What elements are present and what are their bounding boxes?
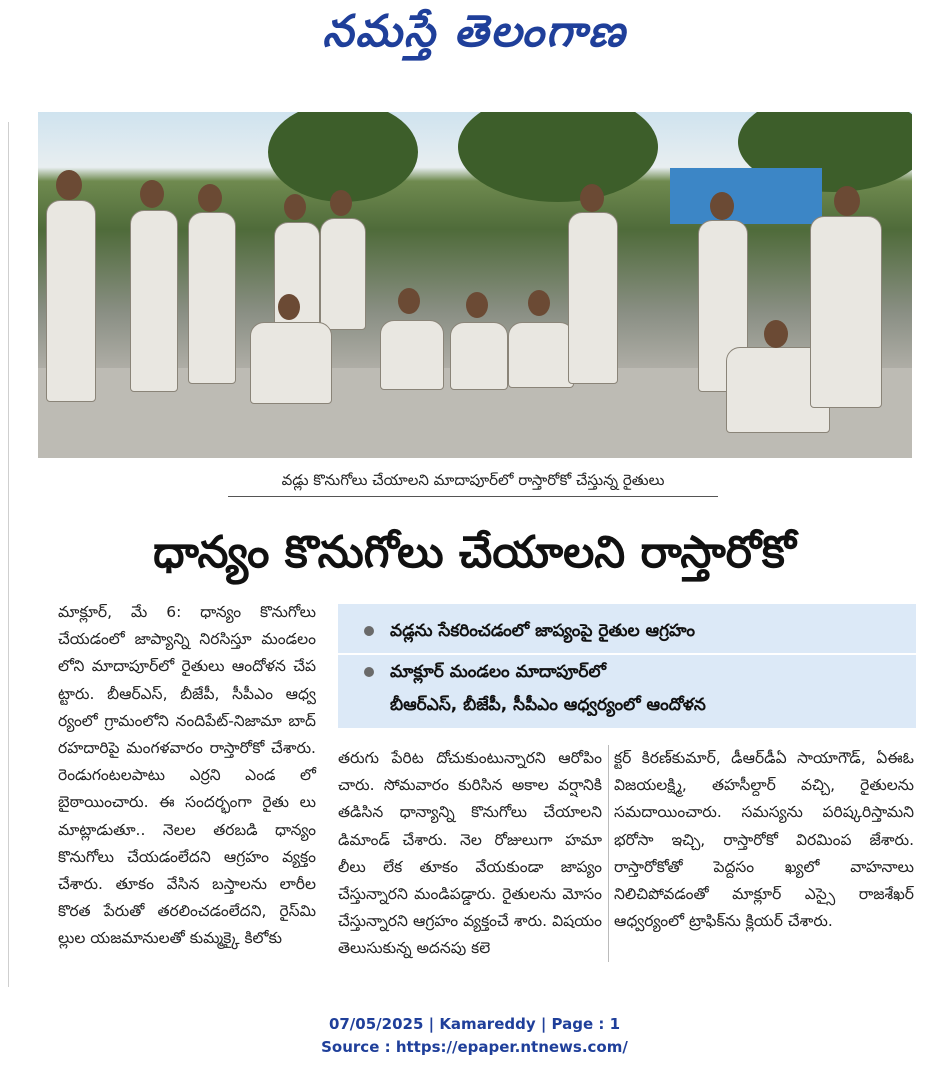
article-column-3: క్టర్ కిరణ్‌కుమార్, డీఆర్‌డీఏ సాయాగౌడ్, ఏఈఓ విజయలక్ష్మి, తహసీల్దార్ వచ్చి, రైతులను సమదాయించారు. సమస్యను పరిష్కరిస్తామని భరోసా ఇచ్చి, రాస్తారోకో విరమింప జేశారు. రాస్తారోకోతో పెద్దసం ఖ్యలో వాహనాలు నిలిచిపోవడంతో మాక్లూర్ ఎస్సై రాజశేఖర్ ఆధ్వర్యంలో ట్రాఫిక్‌ను క్లియర్ చేశారు.: [614, 749, 914, 931]
highlight-divider: [338, 653, 916, 655]
column-rule: [608, 745, 609, 962]
news-photo: [38, 112, 912, 458]
article-column-1: మాక్లూర్, మే 6: ధాన్యం కొనుగోలు చేయడంలో జాప్యాన్ని నిరసిస్తూ మండలం లోని మాదాపూర్‌లో రైతులు ఆందోళన చేప ట్టారు. బీఆర్ఎస్, బీజేపీ, సీపీఎం ఆధ్వ ర్యంలో గ్రామంలోని నందిపేట్‌-నిజామా బాద్ రహదారిపై మంగళవారం రాస్తారోకో చేశారు. రెండుగంటలపాటు ఎర్రని ఎండ లో బైఠాయించారు. ఈ సందర్భంగా రైతు లు మాట్లాడుతూ.. నెలల తరబడి ధాన్యం కొనుగోలు చేయడంలేదని ఆగ్రహం వ్యక్తం చేశారు. తూకం వేసిన బస్తాలను లారీల కొరత పేరుతో తరలించడంలేదని, రైస్‌మి ల్లుల యజమానులతో కుమ్మక్కై కిలోకు: [58, 603, 316, 948]
bullet-icon: [364, 626, 374, 636]
highlight-item: వడ్లను సేకరించడంలో జాప్యంపై రైతుల ఆగ్రహం: [390, 621, 696, 641]
bullet-icon: [364, 667, 374, 677]
masthead-title: నమస్తే తెలంగాణ: [322, 6, 627, 57]
photo-caption: వడ్లు కొనుగోలు చేయాలని మాదాపూర్‌లో రాస్తారోకో చేస్తున్న రైతులు: [228, 466, 718, 497]
highlight-item: మాక్లూర్ మండలం మాదాపూర్‌లో: [390, 662, 606, 682]
article-column-2: తరుగు పేరిట దోచుకుంటున్నారని ఆరోపిం చారు. సోమవారం కురిసిన అకాల వర్షానికి తడిసిన ధాన్యాన్ని కొనుగోలు చేయాలని డిమాండ్ చేశారు. నెల రోజులుగా హమా లీలు లేక తూకం వేయకుండా జాప్యం చేస్తున్నారని మండిపడ్డారు. రైతులను మోసం చేస్తున్నారని ఆగ్రహం వ్యక్తంచే శారు. విషయం తెలుసుకున్న అదనపు కలె: [338, 749, 602, 958]
article-headline: ధాన్యం కొనుగోలు చేయాలని రాస్తారోకో: [153, 527, 796, 578]
footer-source: Source : https://epaper.ntnews.com/: [321, 1038, 628, 1056]
highlight-item: బీఆర్ఎస్, బీజేపీ, సీపీఎం ఆధ్వర్యంలో ఆందోళన: [390, 695, 706, 715]
highlights-box: [338, 604, 916, 728]
left-rule: [8, 122, 9, 987]
footer-edition-info: 07/05/2025 | Kamareddy | Page : 1: [328, 1015, 621, 1033]
